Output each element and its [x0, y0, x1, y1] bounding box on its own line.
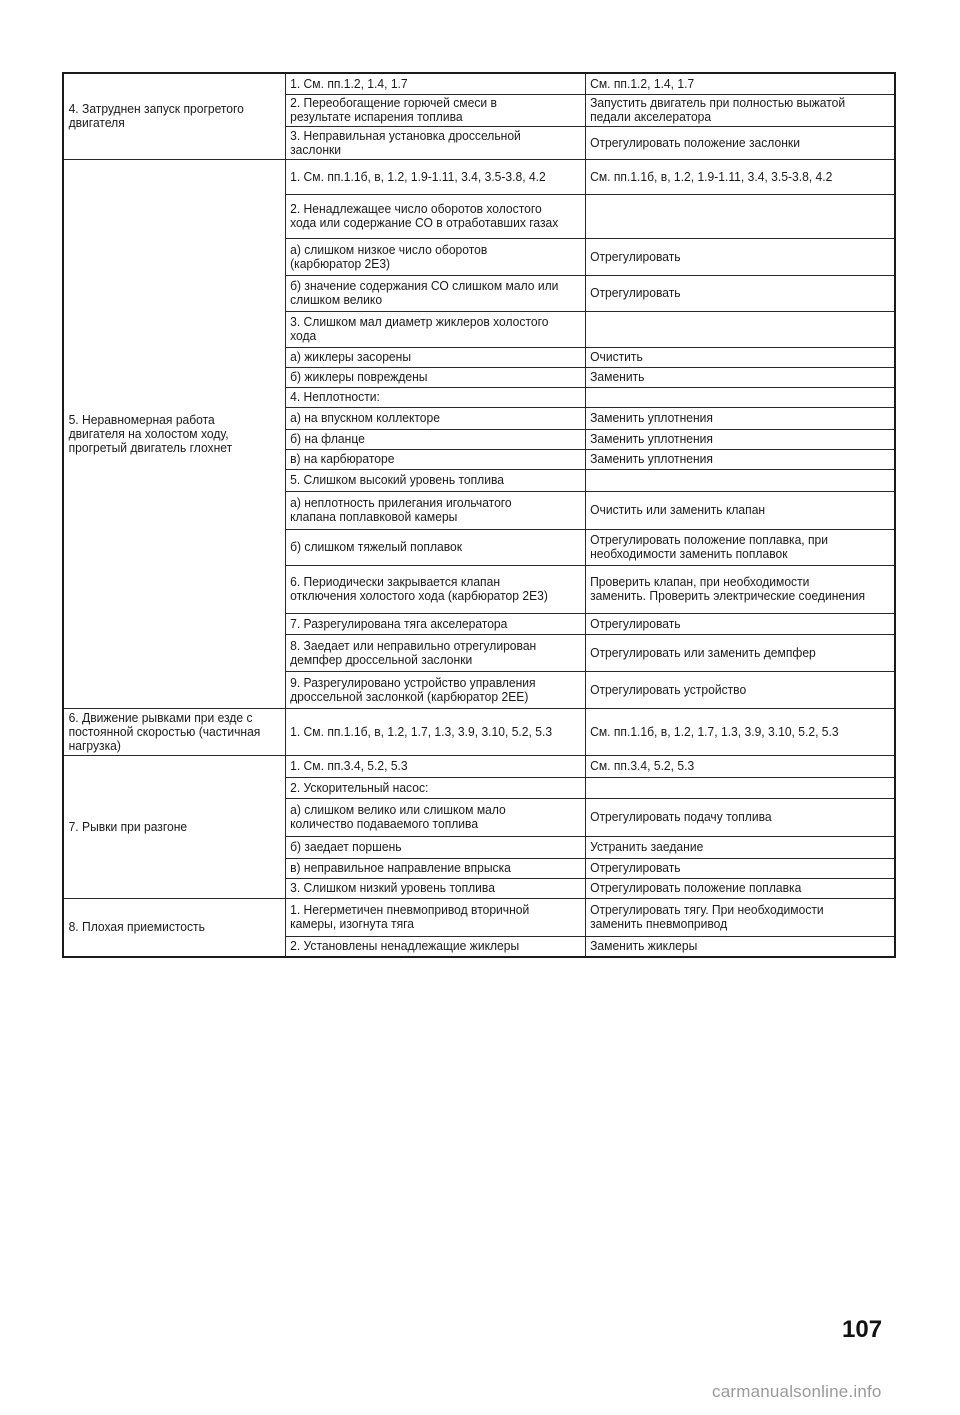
- watermark: carmanualsonline.info: [712, 1382, 882, 1401]
- cause-cell: 6. Периодически закрывается клапан отключения холостого хода (карбюратор 2Е3): [285, 565, 564, 613]
- table-row: [63, 898, 895, 936]
- remedy-cell: Заменить уплотнения: [585, 449, 873, 469]
- remedy-cell: Очистить: [585, 347, 873, 367]
- remedy-cell: Заменить: [585, 367, 873, 387]
- cause-cell: 1. Негерметичен пневмопривод вторичной камеры, изогнута тяга: [285, 898, 564, 936]
- remedy-cell: См. пп.1.1б, в, 1.2, 1.9-1.11, 3.4, 3.5-3.8, 4.2: [585, 159, 873, 194]
- cause-cell: 2. Установлены ненадлежащие жиклеры: [285, 936, 564, 957]
- troubleshooting-table: [62, 72, 896, 958]
- symptom-cell: 6. Движение рывками при езде с постоянной скоростью (частичная нагрузка): [63, 708, 269, 755]
- cause-cell: 2. Ненадлежащее число оборотов холостого хода или содержание СО в отработавших газах: [285, 194, 564, 238]
- cause-cell: 3. Неправильная установка дроссельной заслонки: [285, 126, 564, 159]
- cause-cell: а) жиклеры засорены: [285, 347, 564, 367]
- symptom-cell: 7. Рывки при разгоне: [63, 755, 269, 898]
- remedy-cell: [585, 387, 873, 407]
- remedy-cell: См. пп.3.4, 5.2, 5.3: [585, 755, 873, 777]
- remedy-cell: Отрегулировать: [585, 613, 873, 634]
- remedy-cell: Отрегулировать положение заслонки: [585, 126, 873, 159]
- cause-cell: 3. Слишком мал диаметр жиклеров холостого хода: [285, 311, 564, 347]
- remedy-cell: Отрегулировать: [585, 238, 873, 275]
- remedy-cell: Отрегулировать или заменить демпфер: [585, 634, 873, 671]
- remedy-cell: Очистить или заменить клапан: [585, 491, 873, 529]
- cause-cell: 1. См. пп.1.1б, в, 1.2, 1.9-1.11, 3.4, 3.5-3.8, 4.2: [285, 159, 564, 194]
- remedy-cell: Заменить уплотнения: [585, 407, 873, 429]
- cause-cell: а) неплотность прилегания игольчатого клапана поплавковой камеры: [285, 491, 564, 529]
- cause-cell: 8. Заедает или неправильно отрегулирован демпфер дроссельной заслонки: [285, 634, 564, 671]
- table-row: [63, 755, 895, 777]
- cause-cell: 1. См. пп.1.2, 1.4, 1.7: [285, 73, 564, 94]
- remedy-cell: Устранить заедание: [585, 836, 873, 858]
- table-row: [63, 159, 895, 194]
- remedy-cell: [585, 469, 873, 491]
- symptom-cell: 8. Плохая приемистость: [63, 898, 269, 957]
- cause-cell: а) слишком низкое число оборотов (карбюратор 2Е3): [285, 238, 564, 275]
- remedy-cell: Отрегулировать тягу. При необходимости заменить пневмопривод: [585, 898, 873, 936]
- remedy-cell: Заменить жиклеры: [585, 936, 873, 957]
- remedy-cell: [585, 194, 873, 238]
- cause-cell: в) неправильное направление впрыска: [285, 858, 564, 878]
- cause-cell: 3. Слишком низкий уровень топлива: [285, 878, 564, 898]
- cause-cell: 7. Разрегулирована тяга акселератора: [285, 613, 564, 634]
- cause-cell: 1. См. пп.3.4, 5.2, 5.3: [285, 755, 564, 777]
- remedy-cell: Отрегулировать положение поплавка: [585, 878, 873, 898]
- cause-cell: 2. Переобогащение горючей смеси в результате испарения топлива: [285, 94, 564, 126]
- cause-cell: а) на впускном коллекторе: [285, 407, 564, 429]
- symptom-cell: 5. Неравномерная работа двигателя на холостом ходу, прогретый двигатель глохнет: [63, 159, 269, 708]
- cause-cell: б) слишком тяжелый поплавок: [285, 529, 564, 565]
- cause-cell: в) на карбюраторе: [285, 449, 564, 469]
- remedy-cell: [585, 311, 873, 347]
- remedy-cell: Отрегулировать: [585, 275, 873, 311]
- cause-cell: 1. См. пп.1.1б, в, 1.2, 1.7, 1.3, 3.9, 3.10, 5.2, 5.3: [285, 708, 564, 755]
- remedy-cell: Запустить двигатель при полностью выжатой педали акселератора: [585, 94, 873, 126]
- remedy-cell: Отрегулировать положение поплавка, при необходимости заменить поплавок: [585, 529, 873, 565]
- remedy-cell: Отрегулировать: [585, 858, 873, 878]
- cause-cell: б) значение содержания СО слишком мало или слишком велико: [285, 275, 564, 311]
- remedy-cell: См. пп.1.1б, в, 1.2, 1.7, 1.3, 3.9, 3.10, 5.2, 5.3: [585, 708, 873, 755]
- remedy-cell: Отрегулировать подачу топлива: [585, 798, 873, 836]
- cause-cell: б) жиклеры повреждены: [285, 367, 564, 387]
- remedy-cell: [585, 777, 873, 798]
- cause-cell: 5. Слишком высокий уровень топлива: [285, 469, 564, 491]
- symptom-cell: 4. Затруднен запуск прогретого двигателя: [63, 73, 269, 159]
- remedy-cell: Отрегулировать устройство: [585, 671, 873, 708]
- cause-cell: б) на фланце: [285, 429, 564, 449]
- table-row: [63, 73, 895, 94]
- cause-cell: 9. Разрегулировано устройство управления дроссельной заслонкой (карбюратор 2ЕЕ): [285, 671, 564, 708]
- remedy-cell: Заменить уплотнения: [585, 429, 873, 449]
- remedy-cell: Проверить клапан, при необходимости заменить. Проверить электрические соединения: [585, 565, 873, 613]
- cause-cell: б) заедает поршень: [285, 836, 564, 858]
- remedy-cell: См. пп.1.2, 1.4, 1.7: [585, 73, 873, 94]
- cause-cell: 2. Ускорительный насос:: [285, 777, 564, 798]
- cause-cell: 4. Неплотности:: [285, 387, 564, 407]
- cause-cell: а) слишком велико или слишком мало количество подаваемого топлива: [285, 798, 564, 836]
- table-row: [63, 708, 895, 755]
- troubleshooting-table-body: [63, 73, 895, 957]
- page-number: 107: [842, 1316, 883, 1343]
